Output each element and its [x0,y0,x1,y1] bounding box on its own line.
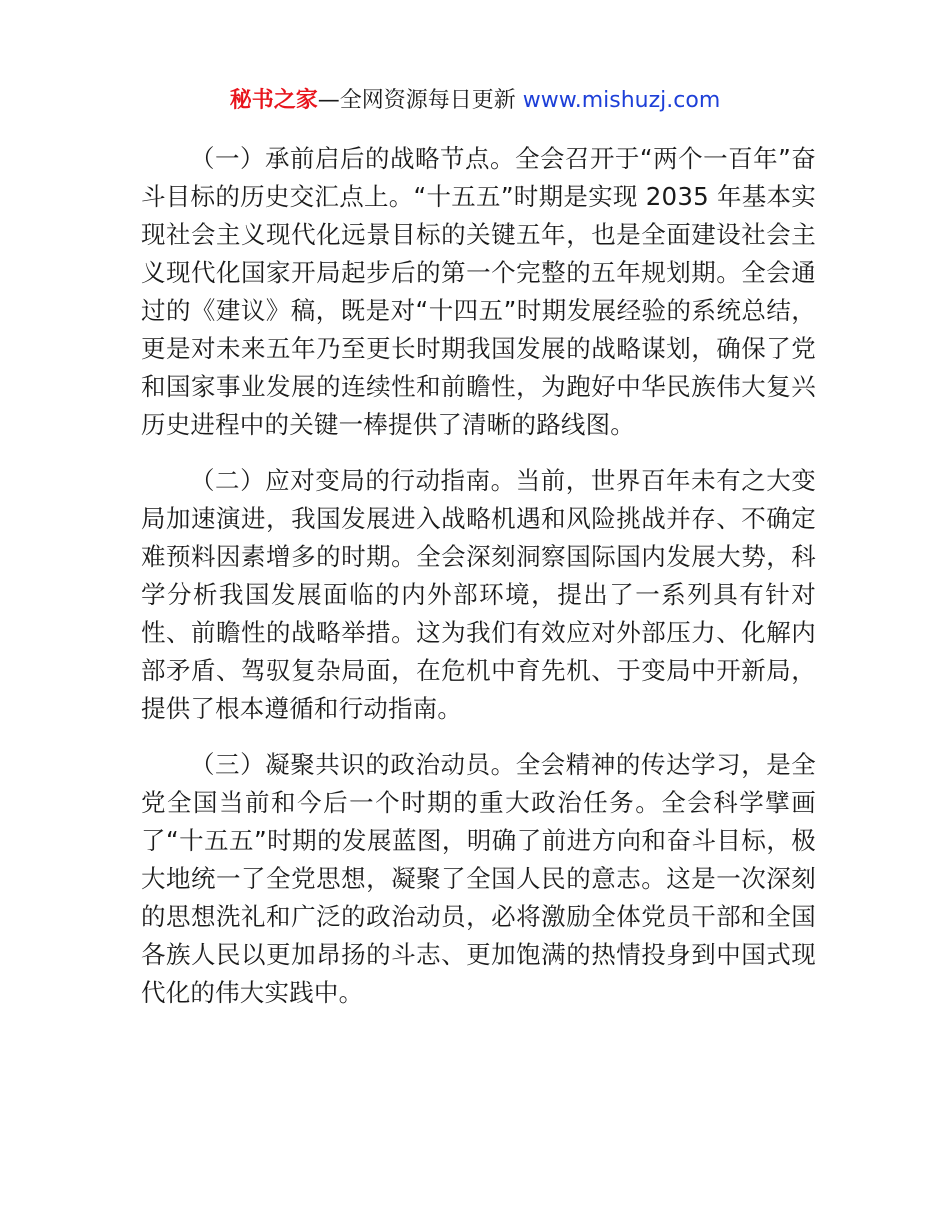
paragraph-2: （二）应对变局的行动指南。当前，世界百年未有之大变局加速演进，我国发展进入战略机遇和风险挑战并存、不确定难预料因素增多的时期。全会深刻洞察国际国内发展大势，科学分析我国发展面临的内外部环境，提出了一系列具有针对性、前瞻性的战略举措。这为我们有效应对外部压力、化解内部矛盾、驾驭复杂局面，在危机中育先机、于变局中开新局，提供了根本遵循和行动指南。 [141,466,816,723]
paragraph-1: （一）承前启后的战略节点。全会召开于“两个一百年”奋斗目标的历史交汇点上。“十五五”时期是实现 2035 年基本实现社会主义现代化远景目标的关键五年，也是全面建设社会主义现代化国家开局起步后的第一个完整的五年规划期。全会通过的《建议》稿，既是对“十四五”时期发展经验的系统总结，更是对未来五年乃至更长时期我国发展的战略谋划，确保了党和国家事业发展的连续性和前瞻性，为跑好中华民族伟大复兴历史进程中的关键一棒提供了清晰的路线图。 [141,144,816,439]
brand-name: 秘书之家 [229,88,318,113]
page-header [0,86,950,116]
site-url-link[interactable]: www.mishuzj.com [522,88,721,113]
paragraph-3: （三）凝聚共识的政治动员。全会精神的传达学习，是全党全国当前和今后一个时期的重大政治任务。全会科学擘画了“十五五”时期的发展蓝图，明确了前进方向和奋斗目标，极大地统一了全党思想，凝聚了全国人民的意志。这是一次深刻的思想洗礼和广泛的政治动员，必将激励全体党员干部和全国各族人民以更加昂扬的斗志、更加饱满的热情投身到中国式现代化的伟大实践中。 [141,750,816,1007]
document-body [141,140,816,1030]
header-tagline: —全网资源每日更新 [317,88,523,113]
